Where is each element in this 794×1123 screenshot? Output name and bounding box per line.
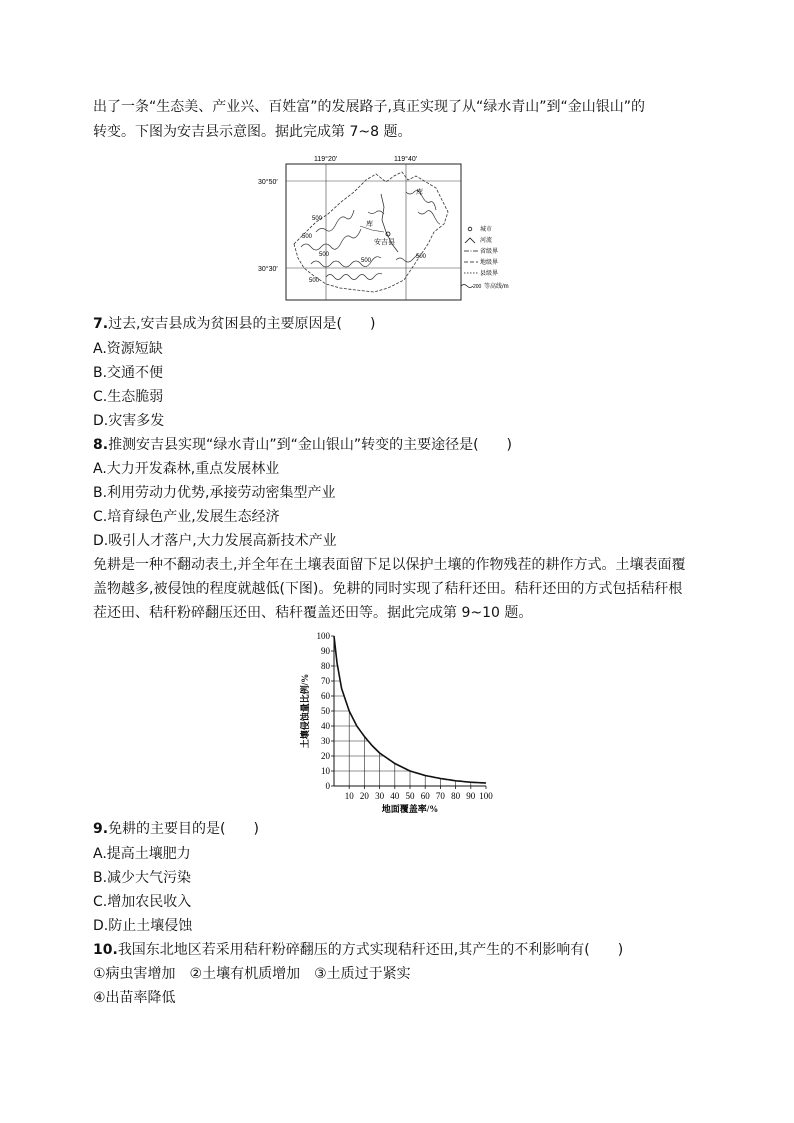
y-tick-label: 0 bbox=[325, 781, 330, 791]
y-tick-label: 90 bbox=[321, 646, 330, 656]
x-tick-label: 100 bbox=[479, 791, 493, 801]
intro2-line-2: 盖物越多,被侵蚀的程度就越低(下图)。免耕的同时实现了秸秆还田。秸秆还田的方式包括秸秆根 bbox=[93, 581, 683, 597]
contour-label: 500 bbox=[319, 252, 330, 258]
county-label: 安吉县 bbox=[374, 239, 395, 246]
y-tick-label: 80 bbox=[321, 661, 330, 671]
lat-label: 30°50′ bbox=[258, 179, 278, 186]
contour-line bbox=[418, 211, 440, 224]
y-tick-label: 50 bbox=[321, 706, 330, 716]
y-tick-label: 60 bbox=[321, 691, 330, 701]
lat-label: 30°30′ bbox=[258, 266, 278, 273]
question-text: 推测安吉县实现“绿水青山”到“金山银山”转变的主要途径是( ) bbox=[108, 437, 512, 453]
lon-label: 119°40′ bbox=[394, 156, 418, 163]
intro-line-2: 转变。下图为安吉县示意图。据此完成第 7~8 题。 bbox=[93, 124, 412, 140]
option-d: D.吸引人才落户,大力发展高新技术产业 bbox=[93, 533, 337, 549]
option-b: B.利用劳动力优势,承接劳动密集型产业 bbox=[93, 485, 336, 501]
contour-line bbox=[326, 273, 382, 279]
question-10-stem bbox=[93, 940, 623, 960]
legend-contour-value: 200 bbox=[473, 284, 482, 290]
x-tick-label: 70 bbox=[435, 791, 445, 801]
contour-line bbox=[396, 254, 418, 262]
contour-label: 500 bbox=[361, 258, 372, 264]
statement-list: ④出苗率降低 bbox=[93, 990, 176, 1006]
y-tick-label: 30 bbox=[321, 736, 330, 746]
option-b: B.交通不便 bbox=[93, 365, 164, 381]
x-tick-label: 90 bbox=[466, 791, 476, 801]
intro2-line-1: 免耕是一种不翻动表土,并全年在土壤表面留下足以保护土壤的作物残茬的耕作方式。土壤表面覆 bbox=[93, 557, 686, 573]
intro2-line-3: 茬还田、秸秆粉碎翻压还田、秸秆覆盖还田等。据此完成第 9~10 题。 bbox=[93, 605, 533, 621]
lake-label: 库 bbox=[416, 189, 423, 196]
erosion-curve bbox=[334, 636, 486, 783]
question-8-stem bbox=[93, 435, 512, 455]
anji-county-map bbox=[256, 152, 526, 304]
legend-label: 省级界 bbox=[480, 249, 499, 255]
question-text: 过去,安吉县成为贫困县的主要原因是( ) bbox=[108, 316, 376, 332]
x-tick-label: 10 bbox=[344, 791, 354, 801]
legend-label: 地级界 bbox=[480, 260, 499, 266]
question-number: 9. bbox=[93, 821, 109, 837]
x-tick-label: 50 bbox=[405, 791, 415, 801]
contour-icon bbox=[461, 285, 473, 288]
x-tick-label: 60 bbox=[420, 791, 430, 801]
chart-grid bbox=[334, 636, 486, 786]
x-axis-label: 地面覆盖率/% bbox=[381, 804, 439, 814]
x-tick-label: 20 bbox=[359, 791, 369, 801]
contour-line bbox=[368, 211, 384, 214]
option-c: C.增加农民收入 bbox=[93, 894, 192, 910]
y-tick-label: 20 bbox=[321, 751, 330, 761]
legend-label: 城市 bbox=[480, 227, 493, 233]
option-b: B.减少大气污染 bbox=[93, 870, 192, 886]
contour-label: 500 bbox=[302, 234, 313, 240]
y-tick-label: 10 bbox=[321, 766, 330, 776]
map-legend bbox=[461, 225, 509, 290]
county-boundary bbox=[294, 172, 448, 292]
option-c: C.生态脆弱 bbox=[93, 389, 164, 405]
option-a: A.提高土壤肥力 bbox=[93, 846, 191, 862]
option-d: D.防止土壤侵蚀 bbox=[93, 918, 193, 934]
option-d: D.灾害多发 bbox=[93, 413, 165, 429]
y-tick-label: 70 bbox=[321, 676, 330, 686]
y-tick-label: 100 bbox=[316, 631, 330, 641]
lon-label: 119°20′ bbox=[314, 156, 338, 163]
city-icon bbox=[468, 227, 472, 231]
y-axis-label: 土壤侵蚀量比例/% bbox=[300, 673, 310, 749]
intro-line-1: 出了一条“生态美、产业兴、百姓富”的发展路子,真正实现了从“绿水青山”到“金山银山”的 bbox=[93, 99, 645, 115]
x-tick-label: 40 bbox=[390, 791, 400, 801]
legend-label: 县级界 bbox=[480, 271, 499, 277]
contour-label: 500 bbox=[416, 254, 427, 260]
question-text: 免耕的主要目的是( ) bbox=[108, 821, 259, 837]
question-number: 10. bbox=[93, 942, 118, 958]
option-a: A.资源短缺 bbox=[93, 341, 163, 357]
x-tick-label: 30 bbox=[375, 791, 385, 801]
contour-label: 500 bbox=[309, 278, 320, 284]
question-text: 我国东北地区若采用秸秆粉碎翻压的方式实现秸秆还田,其产生的不利影响有( ) bbox=[117, 942, 624, 958]
question-9-stem bbox=[93, 819, 259, 839]
question-number: 8. bbox=[93, 437, 109, 453]
statement-list: ①病虫害增加 ②土壤有机质增加 ③土质过于紧实 bbox=[93, 966, 411, 982]
legend-label: 等高线/m bbox=[484, 284, 509, 290]
legend-label: 河流 bbox=[480, 238, 493, 244]
option-c: C.培育绿色产业,发展生态经济 bbox=[93, 509, 280, 525]
y-tick-label: 40 bbox=[321, 721, 330, 731]
option-a: A.大力开发森林,重点发展林业 bbox=[93, 461, 280, 477]
contour-label: 500 bbox=[312, 216, 323, 222]
erosion-chart bbox=[296, 626, 506, 814]
river-icon bbox=[465, 238, 475, 243]
question-7-stem bbox=[93, 314, 375, 334]
question-number: 7. bbox=[93, 316, 109, 332]
lake-label: 库 bbox=[366, 221, 373, 228]
x-tick-label: 80 bbox=[451, 791, 461, 801]
